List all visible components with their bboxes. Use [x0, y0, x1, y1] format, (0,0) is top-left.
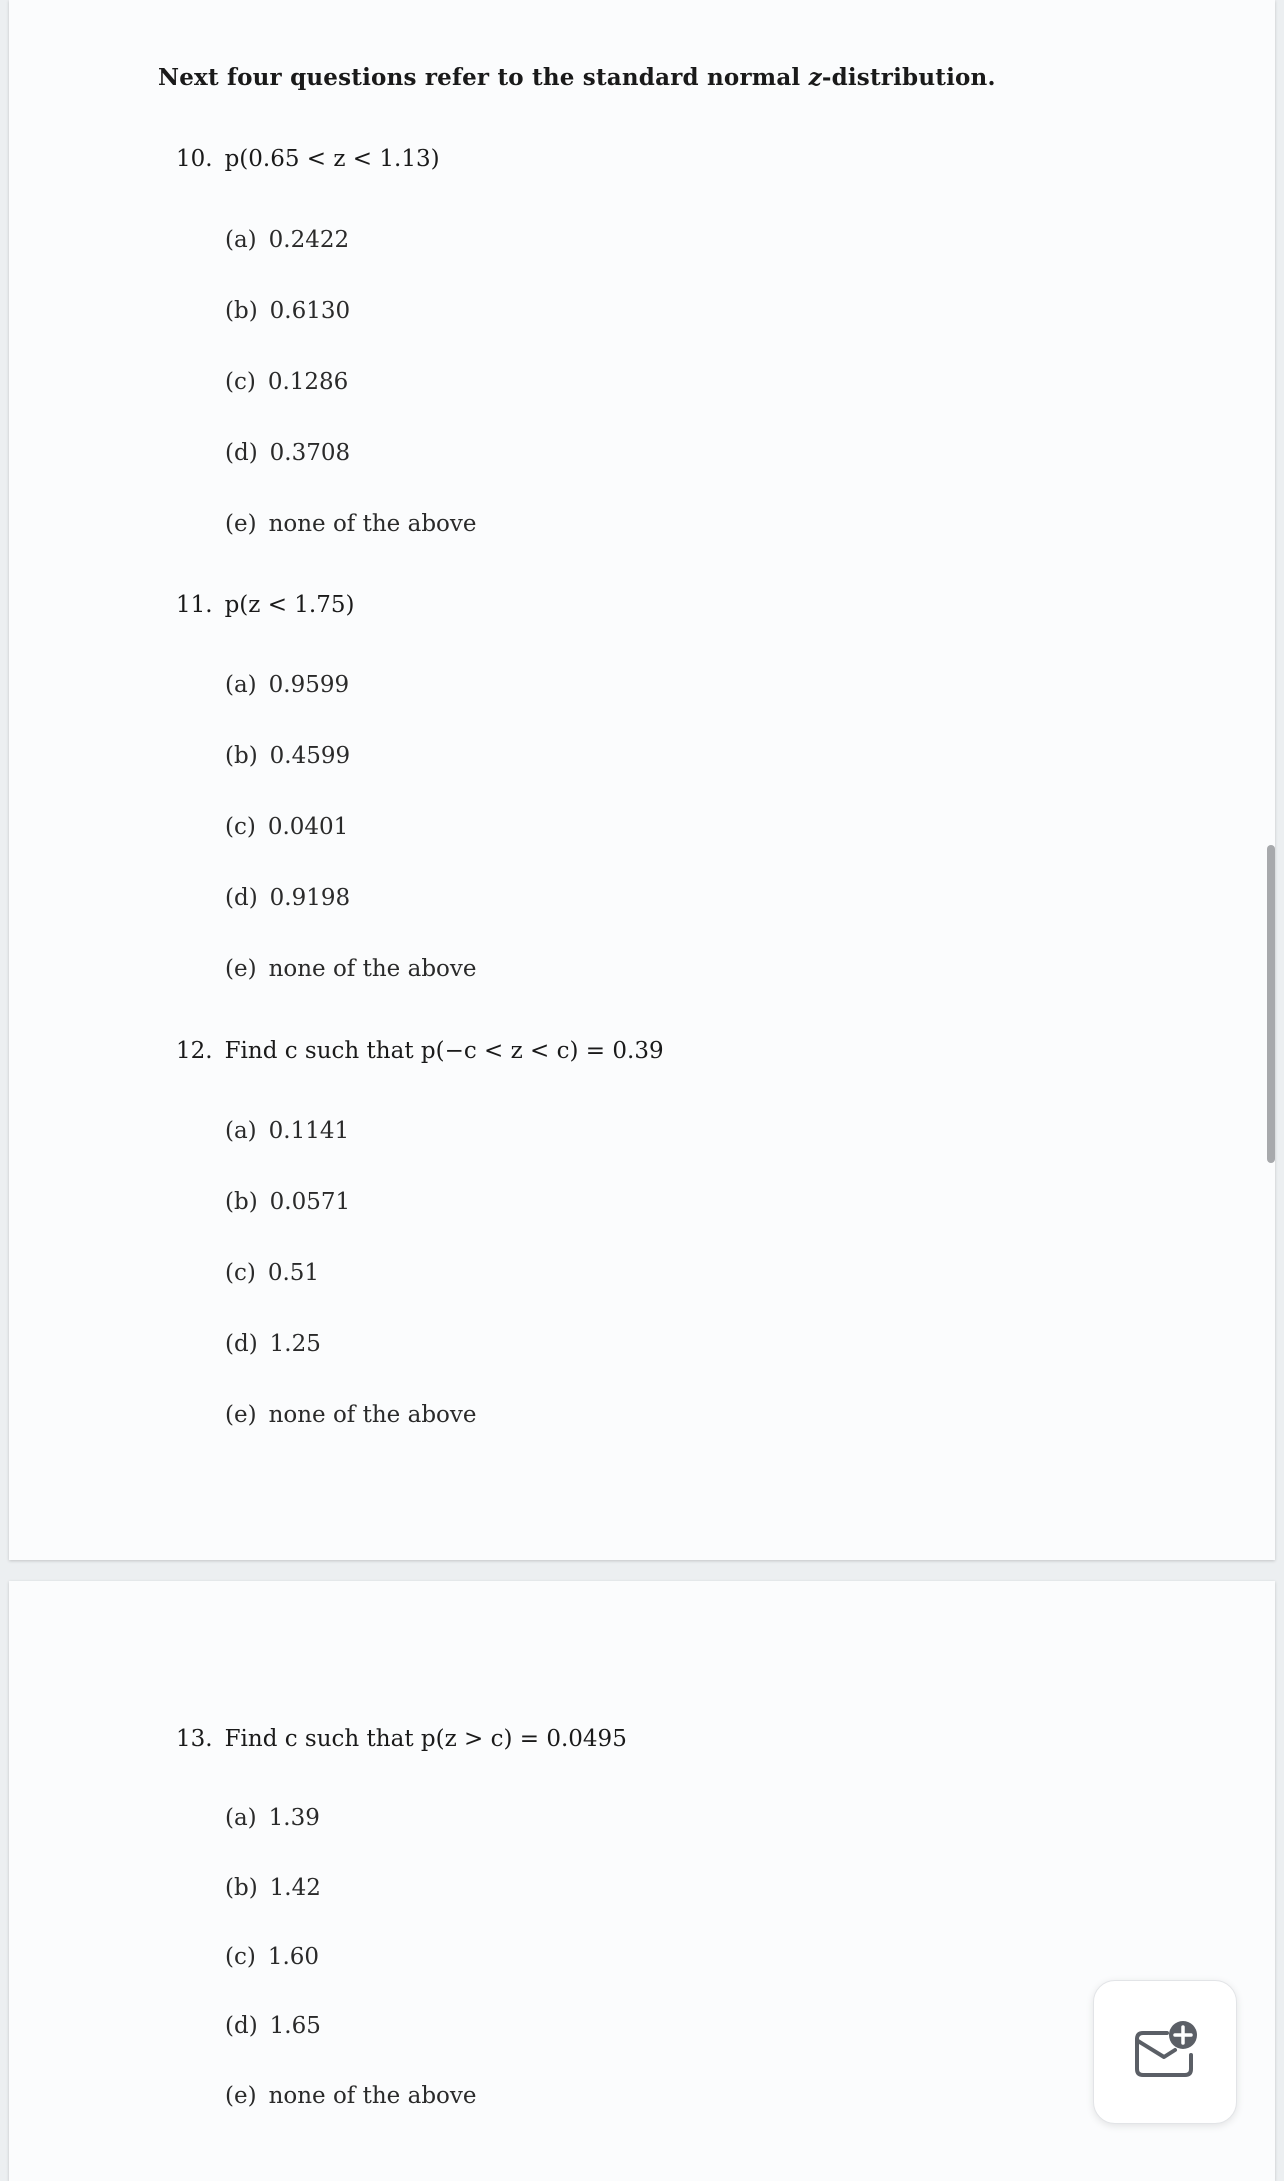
question-prompt: Find c such that	[224, 1726, 421, 1752]
option-10-a[interactable]: (a) 0.2422	[225, 227, 350, 253]
section-heading: Next four questions refer to the standard normal z-distribution.	[158, 64, 996, 91]
mail-add-icon	[1131, 2019, 1199, 2085]
document-page-2	[9, 1581, 1275, 2181]
question-number: 12.	[176, 1038, 213, 1064]
option-10-e[interactable]: (e) none of the above	[225, 511, 477, 537]
option-10-c[interactable]: (c) 0.1286	[225, 369, 349, 395]
option-12-b[interactable]: (b) 0.0571	[225, 1189, 351, 1215]
document-page-1	[9, 0, 1275, 1560]
option-11-d[interactable]: (d) 0.9198	[225, 885, 351, 911]
option-13-c[interactable]: (c) 1.60	[225, 1944, 320, 1970]
question-number: 11.	[176, 592, 213, 618]
question-13	[176, 1726, 627, 1752]
question-expression: p(−c < z < c) = 0.39	[420, 1038, 664, 1064]
question-10	[176, 146, 440, 172]
option-12-a[interactable]: (a) 0.1141	[225, 1118, 350, 1144]
question-12	[176, 1038, 664, 1064]
option-11-c[interactable]: (c) 0.0401	[225, 814, 349, 840]
option-13-d[interactable]: (d) 1.65	[225, 2013, 321, 2039]
add-mail-button[interactable]	[1093, 1980, 1237, 2124]
option-10-b[interactable]: (b) 0.6130	[225, 298, 351, 324]
question-expression: p(z < 1.75)	[224, 592, 355, 618]
question-number: 10.	[176, 146, 213, 172]
question-prompt: Find c such that	[224, 1038, 421, 1064]
option-13-e[interactable]: (e) none of the above	[225, 2083, 477, 2109]
option-12-c[interactable]: (c) 0.51	[225, 1260, 320, 1286]
scrollbar-thumb[interactable]	[1267, 845, 1275, 1163]
question-number: 13.	[176, 1726, 213, 1752]
option-13-b[interactable]: (b) 1.42	[225, 1875, 321, 1901]
option-12-e[interactable]: (e) none of the above	[225, 1402, 477, 1428]
question-11	[176, 592, 354, 618]
question-expression: p(0.65 < z < 1.13)	[224, 146, 440, 172]
option-12-d[interactable]: (d) 1.25	[225, 1331, 321, 1357]
question-expression: p(z > c) = 0.0495	[420, 1726, 627, 1752]
option-11-a[interactable]: (a) 0.9599	[225, 672, 350, 698]
option-11-e[interactable]: (e) none of the above	[225, 956, 477, 982]
option-10-d[interactable]: (d) 0.3708	[225, 440, 351, 466]
option-11-b[interactable]: (b) 0.4599	[225, 743, 351, 769]
option-13-a[interactable]: (a) 1.39	[225, 1805, 320, 1831]
